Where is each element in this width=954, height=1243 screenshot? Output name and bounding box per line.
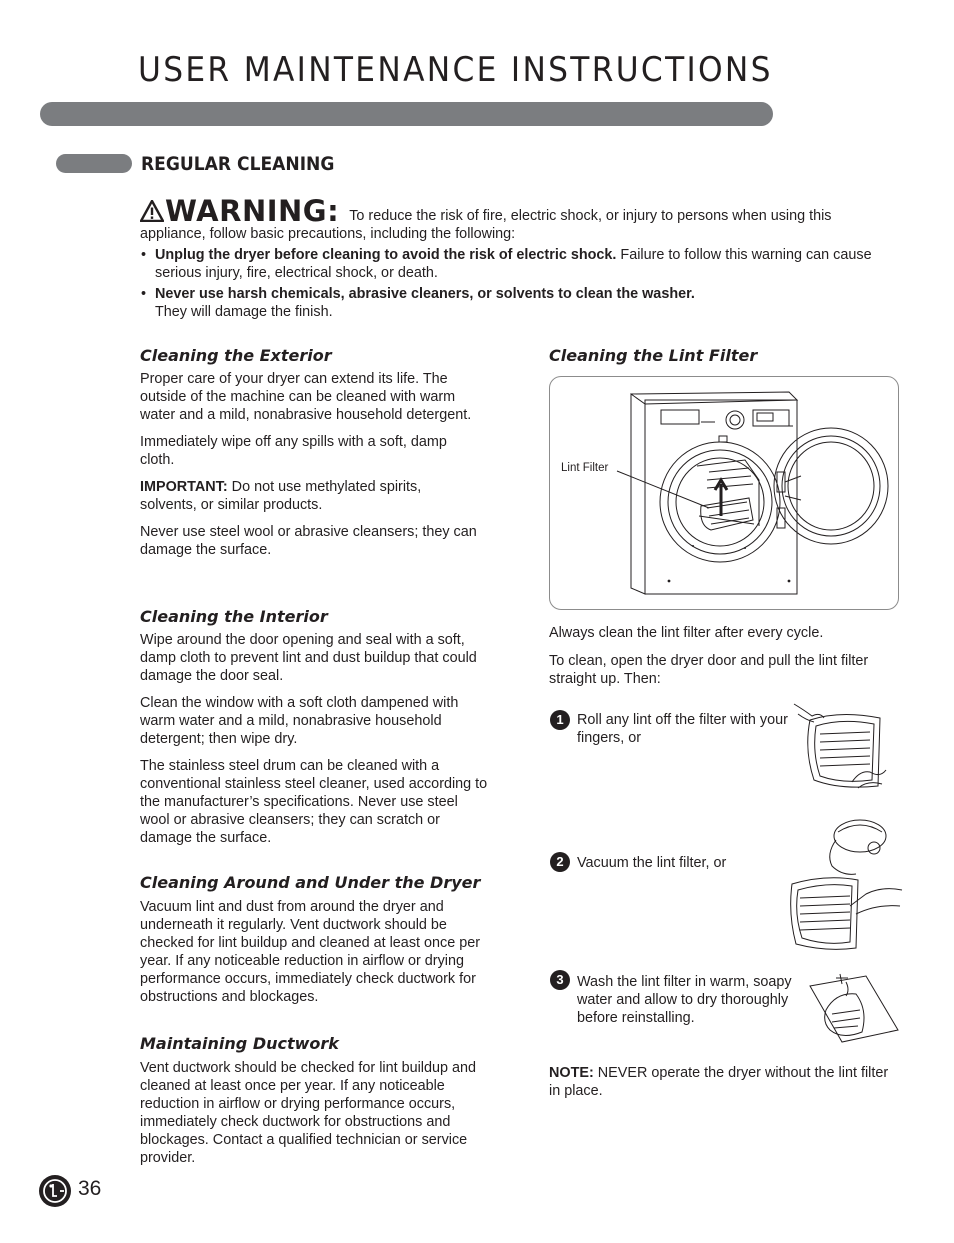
- exterior-section: [140, 370, 498, 559]
- note-text: NEVER operate the dryer without the lint filter in place.: [549, 1065, 889, 1099]
- filter-fingers-illustration: [790, 700, 890, 792]
- around-section: [140, 898, 498, 1006]
- wash-filter-illustration: [806, 970, 902, 1044]
- lg-logo-icon: [38, 1174, 72, 1208]
- around-heading: Cleaning Around and Under the Dryer: [140, 873, 481, 892]
- interior-paragraph: Wipe around the door opening and seal with a soft, damp cloth to prevent lint and dust buildup that could damage the door seal.: [140, 632, 477, 684]
- warning-triangle-icon: [140, 200, 164, 222]
- note-paragraph: [549, 1064, 901, 1100]
- lint-intro: [549, 624, 901, 688]
- warning-bullet: [140, 285, 900, 321]
- interior-heading: Cleaning the Interior: [140, 607, 328, 626]
- exterior-heading: Cleaning the Exterior: [140, 346, 332, 365]
- warning-bullet-text: Failure to follow this warning can cause serious injury, fire, electrical shock, or death.: [155, 247, 872, 281]
- around-paragraph: Vacuum lint and dust from around the dryer and underneath it regularly. Vent ductwork should be checked for lint buildup and cleaned at least once per year. If any noticeable reduction in airflow or drying performance occurs, immediately check ductwork for obstructions and blockages.: [140, 899, 481, 1005]
- interior-paragraph: The stainless steel drum can be cleaned with a conventional stainless steel cleaner, used according to the manufacturer’s specifications. Never use steel wool or abrasive cleansers; they can scratch or damage the surface.: [140, 758, 488, 846]
- ductwork-paragraph: Vent ductwork should be checked for lint buildup and cleaned at least once per year. If any noticeable reduction in airflow or drying performance occurs, immediately check ductwork for obstructions and blockages. Contact a qualified technician or service provider.: [140, 1060, 477, 1166]
- lint-paragraph: Always clean the lint filter after every cycle.: [549, 625, 824, 641]
- warning-bullet: [140, 246, 900, 282]
- warning-block: [140, 194, 900, 321]
- lint-paragraph: To clean, open the dryer door and pull the lint filter straight up. Then:: [549, 653, 869, 687]
- interior-section: [140, 631, 498, 847]
- step-text: Wash the lint filter in warm, soapy water and allow to dry thoroughly before reinstalling.: [577, 974, 792, 1026]
- lint-filter-callout: Lint Filter: [561, 462, 609, 474]
- step-number-badge: 2: [550, 852, 570, 872]
- step-text: Roll any lint off the filter with your fingers, or: [577, 712, 788, 746]
- page-title: USER MAINTENANCE INSTRUCTIONS: [138, 50, 773, 90]
- ductwork-section: [140, 1059, 498, 1167]
- step-text: Vacuum the lint filter, or: [577, 855, 727, 871]
- lint-heading: Cleaning the Lint Filter: [549, 346, 758, 365]
- warning-title: WARNING:: [165, 194, 340, 228]
- important-label: IMPORTANT:: [140, 479, 228, 495]
- important-text: Do not use methylated spirits, solvents, or similar products.: [140, 479, 422, 513]
- step-number-badge: 1: [550, 710, 570, 730]
- section-heading: REGULAR CLEANING: [141, 153, 335, 175]
- exterior-paragraph: Never use steel wool or abrasive cleansers; they can damage the surface.: [140, 524, 477, 558]
- ductwork-heading: Maintaining Ductwork: [140, 1034, 339, 1053]
- warning-bullet-bold: Unplug the dryer before cleaning to avoid the risk of electric shock.: [155, 247, 617, 263]
- warning-intro-start: To reduce the risk of fire, electric shock, or injury to persons when using this: [349, 208, 832, 224]
- dryer-illustration: [549, 376, 899, 610]
- warning-intro-end: appliance, follow basic precautions, including the following:: [140, 226, 516, 242]
- lint-note: [549, 1064, 901, 1100]
- section-marker-pill: [56, 154, 132, 173]
- interior-paragraph: Clean the window with a soft cloth dampened with warm water and a mild, nonabrasive household detergent; then wipe dry.: [140, 695, 459, 747]
- page-number: 36: [78, 1177, 102, 1200]
- step-number-badge: 3: [550, 970, 570, 990]
- note-label: NOTE:: [549, 1065, 594, 1081]
- exterior-important: [140, 478, 470, 514]
- exterior-paragraph: Immediately wipe off any spills with a soft, damp cloth.: [140, 434, 447, 468]
- exterior-paragraph: Proper care of your dryer can extend its life. The outside of the machine can be cleaned with warm water and a mild, nonabrasive household detergent.: [140, 371, 472, 423]
- vacuum-filter-illustration: [786, 814, 904, 956]
- warning-bullet-bold: Never use harsh chemicals, abrasive cleaners, or solvents to clean the washer.: [155, 286, 695, 302]
- warning-bullet-text: They will damage the finish.: [155, 304, 333, 320]
- title-divider-bar: [40, 102, 773, 126]
